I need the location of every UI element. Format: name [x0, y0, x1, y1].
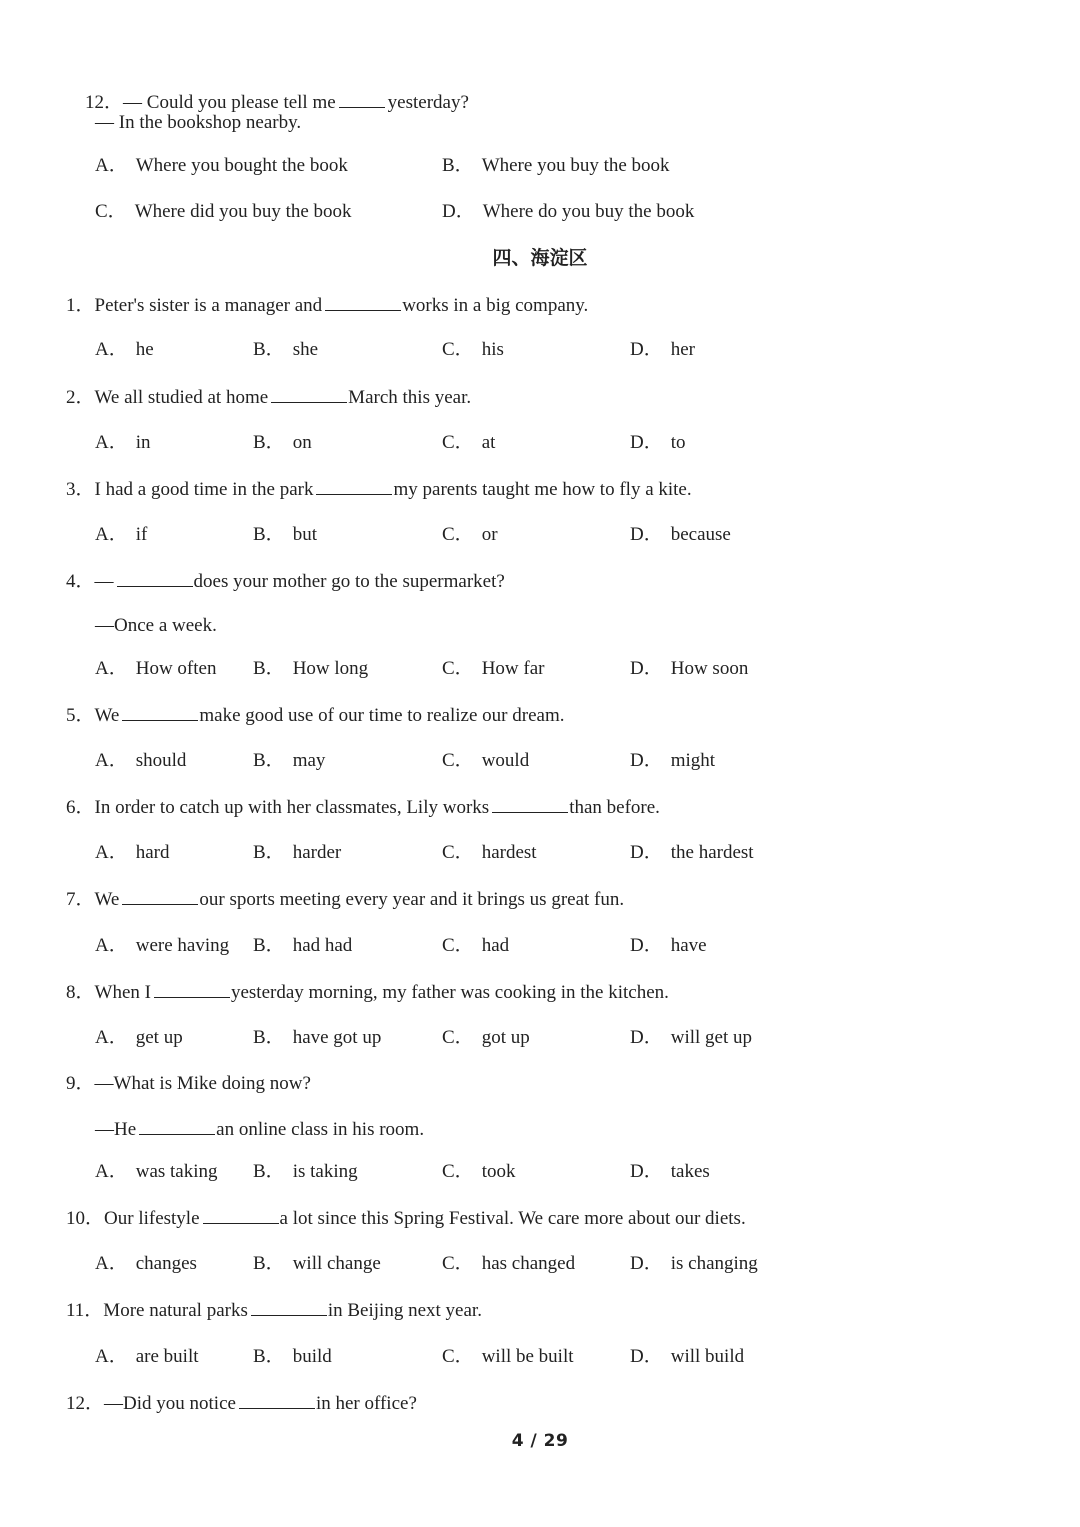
option-letter: C．	[442, 1161, 474, 1182]
option-text: the hardest	[670, 842, 754, 863]
option-text: will be built	[481, 1346, 574, 1367]
answer-blank	[316, 477, 392, 495]
question-number: 12．	[85, 92, 124, 113]
option-text: will change	[292, 1253, 381, 1274]
option-d	[630, 841, 754, 865]
reply-text: —He	[95, 1119, 137, 1140]
option-letter: C．	[442, 750, 474, 771]
question-text: yesterday?	[387, 92, 469, 113]
question-text: We	[94, 705, 120, 726]
option-a	[95, 431, 151, 455]
section-title: 四、海淀区	[492, 247, 588, 269]
option-a: A． Where you bought the book	[95, 155, 348, 176]
option-b	[253, 749, 325, 773]
question-number: 6．	[66, 797, 95, 818]
question-number: 8．	[66, 982, 95, 1003]
reply-text: an online class in his room.	[216, 1119, 425, 1140]
option-letter: C．	[442, 1027, 474, 1048]
option-c	[442, 338, 504, 362]
option-c	[442, 749, 529, 773]
option-c	[442, 934, 509, 958]
option-letter: C．	[442, 935, 474, 956]
option-letter: D．	[630, 750, 663, 771]
question-text: More natural parks	[103, 1300, 248, 1321]
option-letter: B．	[253, 1161, 285, 1182]
question-text: Our lifestyle	[104, 1208, 200, 1229]
question-text: When I	[94, 982, 151, 1003]
option-text: has changed	[481, 1253, 576, 1274]
option-b	[253, 431, 312, 455]
option-text: in	[135, 432, 151, 453]
option-a	[95, 749, 186, 773]
question-text: —Did you notice	[104, 1393, 236, 1414]
option-text: because	[670, 524, 731, 545]
option-a	[95, 523, 147, 547]
option-letter: D．	[630, 339, 663, 360]
option-text: or	[481, 524, 498, 545]
answer-blank	[339, 90, 385, 108]
option-b	[253, 657, 368, 681]
option-a	[95, 1160, 218, 1184]
page-separator: /	[530, 1431, 538, 1451]
option-letter: A．	[95, 658, 128, 679]
option-letter: C．	[442, 432, 474, 453]
answer-blank	[251, 1298, 327, 1316]
option-c	[442, 657, 544, 681]
option-letter: D．	[630, 432, 663, 453]
option-d	[630, 934, 707, 958]
option-letter: A．	[95, 432, 128, 453]
option-a	[95, 1026, 183, 1050]
option-d	[630, 1026, 752, 1050]
option-letter: B．	[253, 1253, 285, 1274]
question-text: —	[94, 571, 114, 592]
option-letter: C．	[442, 339, 474, 360]
option-d	[630, 749, 715, 773]
question-reply	[95, 1117, 424, 1141]
option-b: B． Where you buy the book	[442, 155, 670, 176]
option-letter: B．	[253, 842, 285, 863]
option-c	[442, 1160, 515, 1184]
question-text: In order to catch up with her classmates, Lily works	[94, 797, 490, 818]
option-b	[253, 338, 318, 362]
question-text: does your mother go to the supermarket?	[193, 571, 505, 592]
question-number: 3．	[66, 479, 95, 500]
option-letter: D．	[630, 524, 663, 545]
option-letter: D．	[630, 1346, 663, 1367]
option-a	[95, 338, 154, 362]
question-11	[66, 1298, 482, 1322]
option-text: to	[670, 432, 686, 453]
question-1	[66, 293, 588, 317]
question-text: — Could you please tell me	[123, 92, 336, 113]
option-letter: B．	[253, 432, 285, 453]
option-b	[253, 934, 352, 958]
option-text: hardest	[481, 842, 537, 863]
option-text: will get up	[670, 1027, 753, 1048]
option-text: is changing	[670, 1253, 758, 1274]
page-total: 29	[543, 1431, 569, 1451]
option-text: How long	[292, 658, 369, 679]
option-letter: C．	[442, 1346, 474, 1367]
answer-blank	[239, 1391, 315, 1409]
option-c	[442, 523, 498, 547]
question-8	[66, 980, 669, 1004]
option-letter: A．	[95, 842, 128, 863]
question-text: yesterday morning, my father was cooking in the kitchen.	[230, 982, 669, 1003]
question-6	[66, 795, 660, 819]
question-number: 10．	[66, 1208, 105, 1229]
option-b	[253, 1160, 358, 1184]
question-text: make good use of our time to realize our dream.	[199, 705, 565, 726]
option-text: was taking	[135, 1161, 218, 1182]
question-number: 7．	[66, 889, 95, 910]
option-letter: B．	[253, 658, 285, 679]
option-text: will build	[670, 1346, 745, 1367]
option-text: should	[135, 750, 187, 771]
question-3	[66, 477, 692, 501]
option-d	[630, 523, 731, 547]
option-text: have got up	[292, 1027, 382, 1048]
option-letter: B．	[253, 1027, 285, 1048]
option-a	[95, 934, 229, 958]
option-text: How far	[481, 658, 545, 679]
question-text: works in a big company.	[402, 295, 589, 316]
option-letter: B．	[253, 750, 285, 771]
option-letter: D．	[630, 1161, 663, 1182]
option-c	[442, 841, 537, 865]
option-c	[442, 1026, 530, 1050]
option-letter: A．	[95, 1253, 128, 1274]
question-number: 4．	[66, 571, 95, 592]
question-number: 11．	[66, 1300, 104, 1321]
option-letter: D．	[630, 1253, 663, 1274]
option-d: D． Where do you buy the book	[442, 201, 695, 222]
question-number: 2．	[66, 387, 95, 408]
option-b	[253, 523, 317, 547]
option-d	[630, 1160, 710, 1184]
option-text: changes	[135, 1253, 197, 1274]
option-letter: C．	[442, 524, 474, 545]
option-a	[95, 1345, 199, 1369]
answer-blank	[122, 887, 198, 905]
question-number: 9．	[66, 1073, 95, 1094]
option-text: on	[292, 432, 312, 453]
question-text: in Beijing next year.	[327, 1300, 482, 1321]
option-d	[630, 1345, 744, 1369]
option-text: harder	[292, 842, 342, 863]
option-text: his	[481, 339, 504, 360]
option-text: hard	[135, 842, 170, 863]
option-c	[442, 1252, 575, 1276]
option-d	[630, 338, 695, 362]
question-number: 5．	[66, 705, 95, 726]
question-text: my parents taught me how to fly a kite.	[393, 479, 692, 500]
answer-blank	[122, 703, 198, 721]
option-text: takes	[670, 1161, 710, 1182]
option-letter: D．	[630, 935, 663, 956]
option-a	[95, 657, 216, 681]
option-text: build	[292, 1346, 332, 1367]
question-10	[66, 1206, 746, 1230]
option-text: might	[670, 750, 716, 771]
answer-blank	[492, 795, 568, 813]
question-2	[66, 385, 471, 409]
option-text: had	[481, 935, 510, 956]
option-letter: C．	[442, 842, 474, 863]
option-text: got up	[481, 1027, 530, 1048]
question-text: I had a good time in the park	[94, 479, 314, 500]
option-text: may	[292, 750, 326, 771]
option-text: How often	[135, 658, 217, 679]
option-letter: B．	[253, 935, 285, 956]
option-b	[253, 1026, 381, 1050]
question-text: than before.	[569, 797, 660, 818]
answer-blank	[154, 980, 230, 998]
option-text: he	[135, 339, 154, 360]
option-a	[95, 1252, 197, 1276]
question-12	[66, 1391, 417, 1415]
option-letter: D．	[630, 1027, 663, 1048]
answer-blank	[203, 1206, 279, 1224]
option-text: if	[135, 524, 148, 545]
option-letter: C．	[442, 658, 474, 679]
question-5	[66, 703, 564, 727]
option-c	[442, 431, 495, 455]
option-d	[630, 1252, 758, 1276]
answer-blank	[271, 385, 347, 403]
option-letter: A．	[95, 339, 128, 360]
option-letter: A．	[95, 524, 128, 545]
option-text: were having	[135, 935, 230, 956]
page-number: 4	[511, 1431, 525, 1451]
question-number: 1．	[66, 295, 95, 316]
option-c: C． Where did you buy the book	[95, 201, 352, 222]
option-letter: B．	[253, 1346, 285, 1367]
option-c	[442, 1345, 574, 1369]
option-text: at	[481, 432, 496, 453]
option-letter: A．	[95, 1346, 128, 1367]
question-text: a lot since this Spring Festival. We care more about our diets.	[279, 1208, 746, 1229]
option-text: have	[670, 935, 707, 956]
question-text: Peter's sister is a manager and	[94, 295, 323, 316]
question-text: in her office?	[315, 1393, 417, 1414]
option-letter: D．	[630, 842, 663, 863]
option-letter: A．	[95, 750, 128, 771]
question-9	[66, 1072, 311, 1096]
answer-blank	[139, 1117, 215, 1135]
page-footer	[0, 1431, 1080, 1451]
question-text: —What is Mike doing now?	[94, 1073, 311, 1094]
question-number: 12．	[66, 1393, 105, 1414]
option-letter: B．	[253, 339, 285, 360]
option-letter: D．	[630, 658, 663, 679]
option-d	[630, 431, 686, 455]
question-text: We all studied at home	[94, 387, 269, 408]
question-text: our sports meeting every year and it brings us great fun.	[199, 889, 625, 910]
option-a	[95, 841, 170, 865]
option-letter: C．	[442, 1253, 474, 1274]
question-4	[66, 569, 505, 593]
option-d	[630, 657, 748, 681]
option-text: get up	[135, 1027, 183, 1048]
question-text: March this year.	[348, 387, 472, 408]
question-text: We	[94, 889, 120, 910]
option-text: she	[292, 339, 319, 360]
answer-blank	[117, 569, 193, 587]
option-text: are built	[135, 1346, 199, 1367]
prev-question-12-reply: — In the bookshop nearby.	[95, 112, 302, 133]
option-b	[253, 1252, 381, 1276]
option-text: would	[481, 750, 530, 771]
option-text: How soon	[670, 658, 749, 679]
option-letter: A．	[95, 1027, 128, 1048]
option-text: had had	[292, 935, 353, 956]
option-text: took	[481, 1161, 516, 1182]
option-text: her	[670, 339, 695, 360]
option-text: is taking	[292, 1161, 358, 1182]
prev-question-12	[66, 66, 469, 113]
question-7	[66, 887, 624, 911]
option-text: but	[292, 524, 317, 545]
answer-blank	[325, 293, 401, 311]
option-letter: B．	[253, 524, 285, 545]
option-letter: A．	[95, 1161, 128, 1182]
question-reply: —Once a week.	[95, 615, 217, 636]
option-b	[253, 1345, 332, 1369]
option-b	[253, 841, 341, 865]
option-letter: A．	[95, 935, 128, 956]
